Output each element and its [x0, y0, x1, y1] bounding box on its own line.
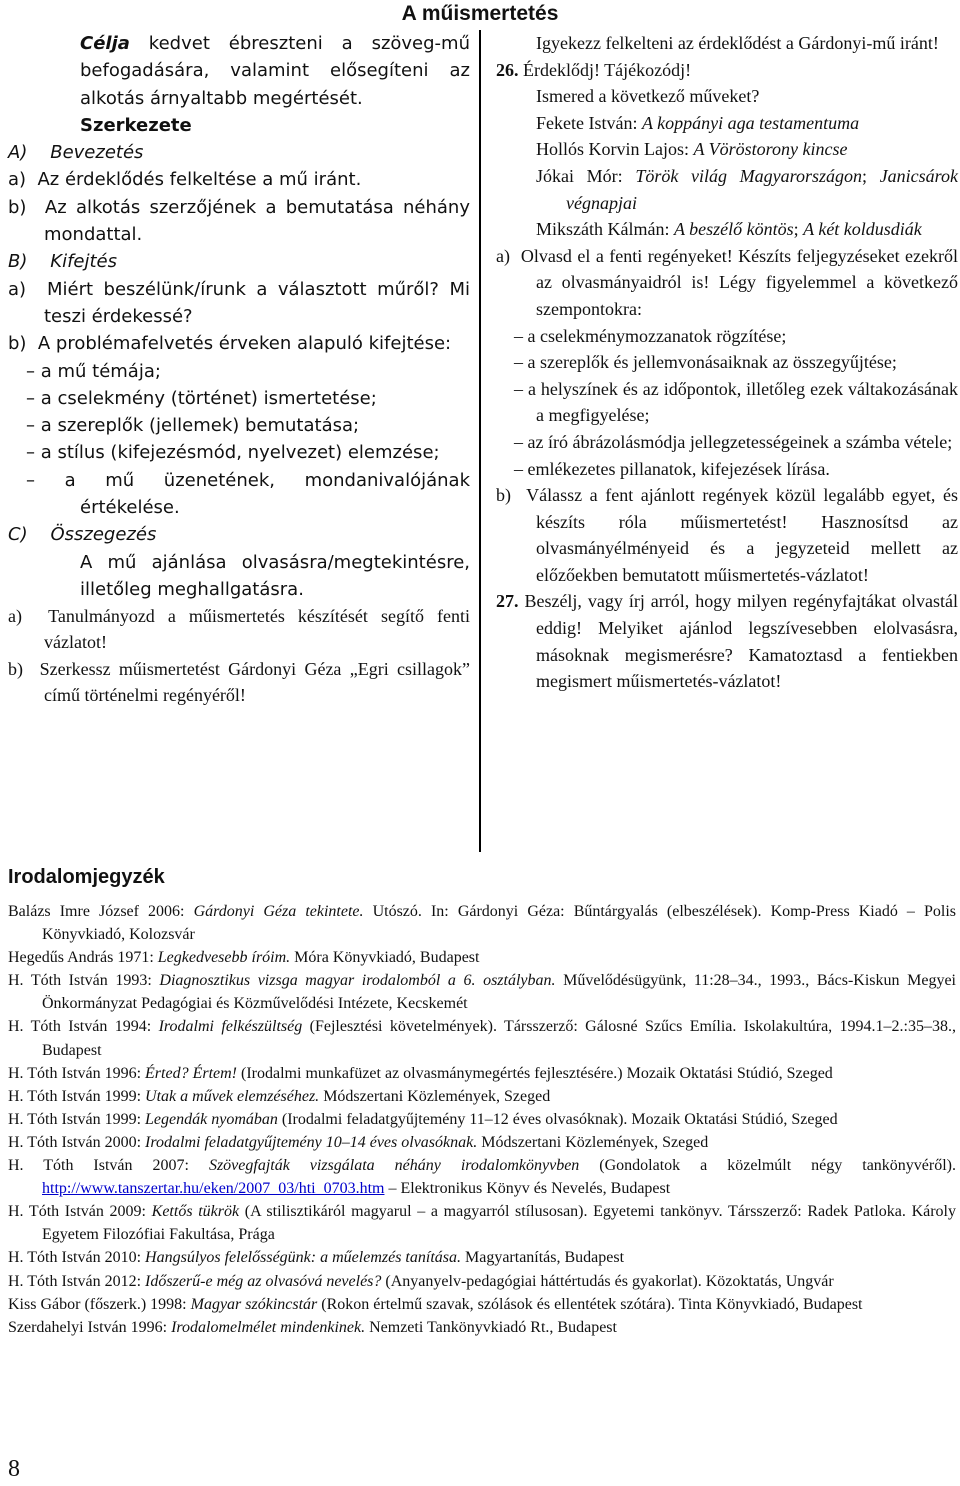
book-title: A Vöröstorony kincse [693, 139, 848, 160]
entry-title: Irodalmi felkészültség [158, 1018, 303, 1036]
page-title: A műismertetés [401, 2, 559, 25]
task-26-b: b) Válassz a fent ajánlott regények közül legalább egyet, és készíts róla műismertetést! Hasznosítsd az olvasmányélményeid és a jegyzeteid mellett az előzőekben bemutatott műismertetés-vázlatot! [496, 485, 958, 585]
goal-paragraph [8, 30, 470, 112]
section-c-label: C) [8, 524, 28, 546]
goal-text: kedvet ébreszteni a szöveg-mű befogadására, valamint elősegíteni az alkotás árnyaltabb megértését. [80, 33, 470, 109]
bibliography-list [8, 900, 956, 1339]
entry-author: H. Tóth István 2010: [8, 1249, 146, 1267]
entry-details: Utószó. In: Gárdonyi Géza: Bűntárgyalás (elbeszélések). Komp-Press Kiadó – Polis Könyvkiadó, Kolozsvár [42, 903, 957, 944]
dash-item: – a cselekmény (történet) ismertetése; [26, 387, 377, 409]
entry-title: Hangsúlyos felelősségünk: a műelemzés tanítása. [145, 1249, 461, 1267]
section-a-heading [8, 139, 470, 166]
entry-author: Szerdahelyi István 1996: [8, 1318, 172, 1336]
task-26-text: Érdeklődj! Tájékozódj! [518, 59, 692, 80]
bibliography-entry [8, 946, 956, 969]
column-divider [479, 30, 481, 852]
bibliography-entry [8, 1246, 956, 1269]
bibliography-entry [8, 969, 956, 1015]
section-b-item-a: a) Miért beszélünk/írunk a választott műről? Mi teszi érdekessé? [8, 278, 470, 327]
task-27-number: 27. [496, 591, 519, 612]
entry-title: Irodalomelmélet mindenkinek. [171, 1318, 366, 1336]
entry-details: Művelődésügyünk, 11:28–34., 1993., Bács-Kiskun Megyei Önkormányzat Pedagógiai és Közművelődési Intézete, Kecskemét [42, 972, 957, 1013]
entry-details: Magyartanítás, Budapest [460, 1249, 625, 1267]
entry-details: (A stilisztikáról magyarul – a magyarról stílusosan). Egyetemi tankönyv. Társszerző: Radek Patloka. Károly Egyetem Filozófiai Fakultása, Prága [42, 1203, 956, 1244]
goal-label: Célja [80, 33, 130, 54]
entry-details: Módszertani Közlemények, Szeged [319, 1087, 551, 1105]
bibliography-entry [8, 900, 956, 946]
entry-title: Legendák nyomában [145, 1110, 278, 1128]
book-title: A két koldusdiák [803, 219, 922, 240]
book-title: A koppányi aga testamentuma [641, 112, 860, 133]
bibliography-entry [8, 1200, 956, 1246]
entry-title: Irodalmi feladatgyűjtemény 10–14 éves olvasóknak. [145, 1133, 478, 1151]
section-a-title: Bevezetés [50, 142, 144, 164]
book-separator: ; [862, 165, 880, 186]
entry-author: H. Tóth István 2007: [8, 1157, 209, 1175]
book-author: Hollós Korvin Lajos: [536, 139, 694, 160]
point-item: – emlékezetes pillanatok, kifejezések lírása. [514, 458, 830, 479]
task-26-a: a) Olvasd el a fenti regényeket! Készíts feljegyzéseket ezekről az olvasmányaidról is! Légy figyelemmel a következő szempontokra: [496, 245, 958, 319]
book-item [496, 110, 958, 137]
entry-title: Kettős tükrök [151, 1203, 240, 1221]
bibliography-entry [8, 1293, 956, 1316]
entry-author: Kiss Gábor (főszerk.) 1998: [8, 1295, 191, 1313]
bibliography-entry [8, 1085, 956, 1108]
entry-title: Időszerű-e még az olvasóvá nevelés? [145, 1272, 382, 1290]
entry-details: Módszertani Közlemények, Szeged [477, 1133, 709, 1151]
entry-author: Balázs Imre József 2006: [8, 903, 194, 920]
entry-author: H. Tóth István 1999: [8, 1110, 146, 1128]
task-27 [496, 588, 958, 694]
bibliography-entry [8, 1316, 956, 1339]
section-b-label: B) [8, 251, 28, 273]
entry-details: Nemzeti Tankönyvkiadó Rt., Budapest [365, 1318, 617, 1336]
bibliography-entry [8, 1062, 956, 1085]
entry-details: (Gondolatok a közelmúlt négy tankönyvéről). [579, 1157, 957, 1175]
entry-author: H. Tóth István 1993: [8, 972, 160, 990]
entry-title: Magyar szókincstár [190, 1295, 318, 1313]
dash-item: – a szereplők (jellemek) bemutatása; [26, 415, 360, 437]
point-item: – a helyszínek és az időpontok, illetőleg ezek váltakozásának a megfigyelése; [514, 378, 958, 426]
entry-details: (Irodalmi munkafüzet az olvasmánymegértés fejlesztésére.) Mozaik Oktatási Stúdió, Szeged [237, 1064, 833, 1082]
entry-author: H. Tóth István 1994: [8, 1018, 159, 1036]
dash-item: – a mű témája; [26, 360, 161, 382]
point-item: – a szereplők és jellemvonásaiknak az összegyűjtése; [514, 352, 897, 373]
point-item: – az író ábrázolásmódja jellegzetességeinek a számba vétele; [514, 431, 953, 452]
question-text: Ismered a következő műveket? [536, 86, 760, 107]
page-number: 8 [8, 1456, 20, 1482]
structure-heading: Szerkezete [80, 114, 192, 136]
section-b-item-b: b) A problémafelvetés érveken alapuló kifejtése: [8, 333, 452, 355]
book-author: Mikszáth Kálmán: [536, 219, 674, 240]
entry-title: Érted? Értem! [145, 1064, 238, 1082]
bibliography-heading: Irodalomjegyzék [8, 866, 165, 888]
section-b-heading [8, 248, 470, 275]
intro-text: Igyekezz felkelteni az érdeklődést a Gárdonyi-mű iránt! [536, 33, 939, 53]
entry-details: (Irodalmi feladatgyűjtemény 11–12 éves olvasóknak). Mozaik Oktatási Stúdió, Szeged [277, 1110, 838, 1128]
task-a: a) Tanulmányozd a műismertetés készítését segítő fenti vázlatot! [8, 606, 470, 653]
entry-link[interactable]: http://www.tanszertar.hu/eken/2007_03/hti_0703.htm [42, 1180, 385, 1198]
entry-author: H. Tóth István 2009: [8, 1203, 152, 1221]
book-item [496, 136, 958, 163]
bibliography-entry [8, 1270, 956, 1293]
entry-author: H. Tóth István 2012: [8, 1272, 146, 1290]
bibliography-entry [8, 1015, 956, 1061]
entry-title: Legkedvesebb íróim. [157, 949, 291, 967]
bibliography-entry [8, 1108, 956, 1131]
book-author: Fekete István: [536, 112, 642, 133]
section-c-text: A mű ajánlása olvasásra/megtekintésre, illetőleg meghallgatásra. [80, 551, 470, 600]
entry-details: (Rokon értelmű szavak, szólások és ellentétek szótára). Tinta Könyvkiadó, Budapest [317, 1295, 863, 1313]
section-c-heading [8, 521, 470, 548]
entry-author: H. Tóth István 1999: [8, 1087, 146, 1105]
entry-details: – Elektronikus Könyv és Nevelés, Budapest [384, 1180, 671, 1198]
task-26 [496, 57, 958, 84]
point-item: – a cselekménymozzanatok rögzítése; [514, 325, 787, 346]
entry-details: (Anyanyelv-pedagógiai háttértudás és gyakorlat). Közoktatás, Ungvár [381, 1272, 834, 1290]
entry-author: Hegedűs András 1971: [8, 949, 158, 967]
section-b-title: Kifejtés [50, 251, 117, 273]
bibliography-entry [8, 1154, 956, 1200]
task-27-text: Beszélj, vagy írj arról, hogy milyen regényfajtákat olvastál eddig! Melyiket ajánlod legszívesebben elolvasásra, másoknak megismerésre? Kamatoztasd a fentiekben megismert műismertetés-vázlatot! [518, 591, 958, 692]
section-a-item-a: a) Az érdeklődés felkeltése a mű iránt. [8, 169, 362, 191]
entry-details: Móra Könyvkiadó, Budapest [290, 949, 480, 967]
book-item [496, 163, 958, 216]
section-c-title: Összegezés [50, 524, 157, 546]
book-author: Jókai Mór: [536, 165, 636, 186]
dash-item: – a mű üzenetének, mondanivalójának értékelése. [26, 469, 470, 519]
entry-author: H. Tóth István 2000: [8, 1133, 146, 1151]
right-column [496, 30, 958, 695]
book-title: Janicsárok végnapjai [566, 165, 958, 213]
section-a-item-b: b) Az alkotás szerzőjének a bemutatása néhány mondattal. [8, 196, 470, 246]
entry-author: H. Tóth István 1996: [8, 1064, 146, 1082]
book-separator: ; [793, 219, 804, 240]
task-b: b) Szerkessz műismertetést Gárdonyi Géza „Egri csillagok” című történelmi regényéről! [8, 658, 470, 705]
left-column [8, 30, 470, 708]
book-title: A beszélő köntös [673, 219, 794, 240]
book-item [496, 216, 958, 243]
entry-details: (Fejlesztési követelmények). Társszerző: Gálosné Szűcs Emília. Iskolakultúra, 1994.1–2.:35–38., Budapest [42, 1018, 957, 1059]
bibliography-entry [8, 1131, 956, 1154]
dash-item: – a stílus (kifejezésmód, nyelvezet) elemzése; [26, 442, 440, 464]
section-a-label: A) [8, 142, 28, 164]
task-26-number: 26. [496, 59, 519, 80]
entry-title: Utak a művek elemzéséhez. [145, 1087, 320, 1105]
entry-title: Diagnosztikus vizsga magyar irodalomból a 6. osztályban. [159, 972, 556, 990]
entry-title: Gárdonyi Géza tekintete. [193, 903, 364, 920]
book-title: Török világ Magyarországon [635, 165, 862, 186]
entry-title: Szövegfajták vizsgálata néhány irodalomkönyvben [208, 1157, 580, 1175]
